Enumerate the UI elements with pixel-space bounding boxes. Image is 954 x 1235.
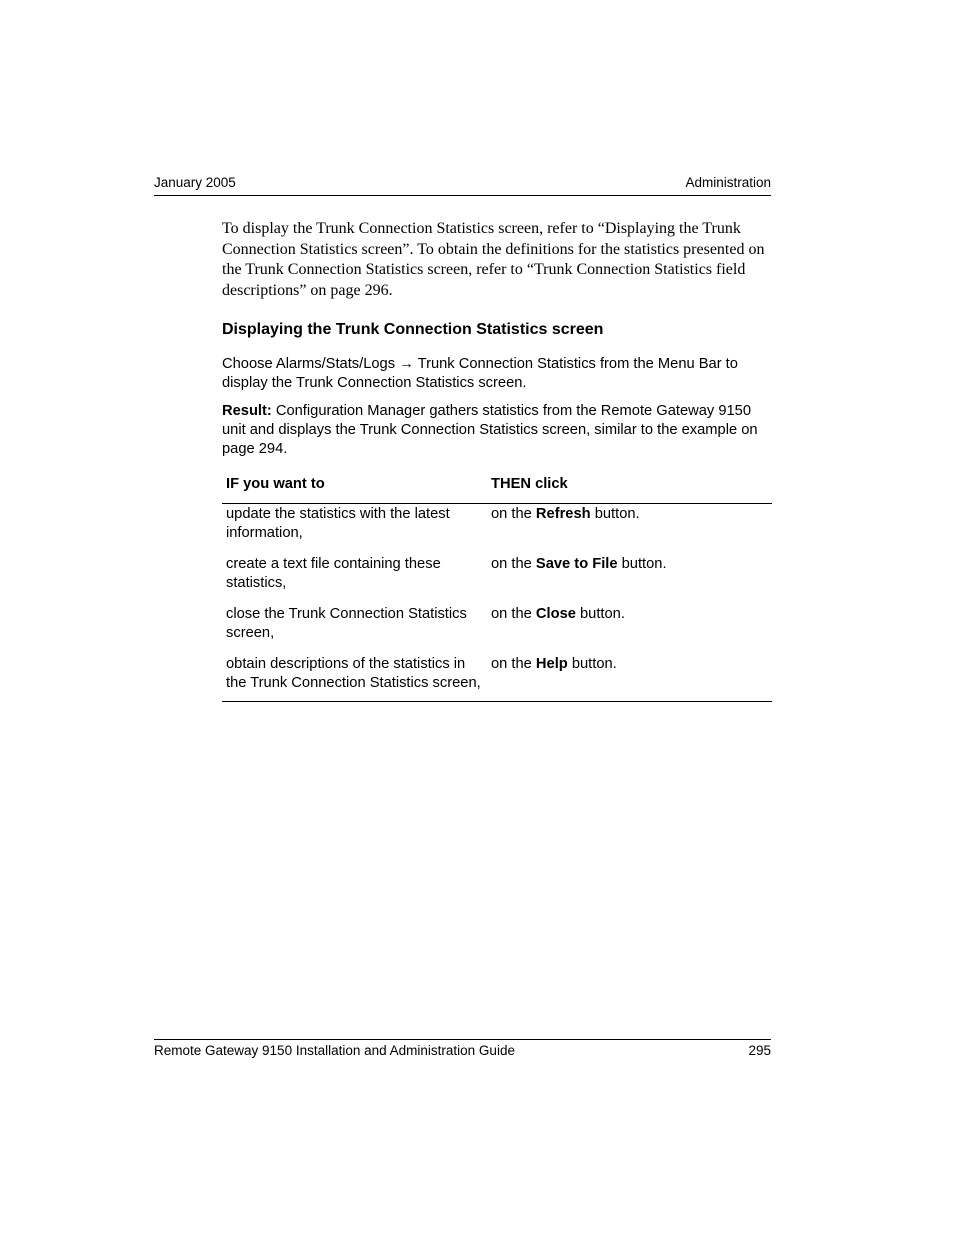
- table-row: [222, 553, 772, 603]
- steps-table: [222, 472, 772, 702]
- then-cell: on the Save to File button.: [491, 556, 667, 572]
- section-heading: Displaying the Trunk Connection Statistics screen: [222, 321, 604, 338]
- column-header-if: IF you want to: [222, 472, 487, 504]
- result-paragraph: [222, 402, 774, 459]
- then-cell: on the Help button.: [491, 656, 617, 672]
- header-date: January 2005: [154, 175, 236, 190]
- intro-paragraph: To display the Trunk Connection Statistics screen, refer to “Displaying the Trunk Connection Statistics screen”. To obtain the definitions for the statistics presented on the Trunk Connection Statistics screen, refer to “Trunk Connection Statistics field descriptions” on page 296.: [222, 220, 765, 299]
- table-row: [222, 504, 772, 554]
- result-text: Configuration Manager gathers statistics from the Remote Gateway 9150 unit and displays the Trunk Connection Statistics screen, similar to the example on page 294.: [222, 403, 758, 457]
- page-header: [154, 175, 771, 196]
- column-header-then: THEN click: [487, 472, 772, 504]
- choose-paragraph: Choose Alarms/Stats/Logs → Trunk Connection Statistics from the Menu Bar to display the Trunk Connection Statistics screen.: [222, 356, 738, 391]
- page-footer: [154, 1039, 771, 1058]
- if-cell: update the statistics with the latest information,: [226, 506, 450, 541]
- button-name: Save to File: [535, 556, 618, 572]
- then-cell: on the Close button.: [491, 606, 625, 622]
- page-number: 295: [748, 1043, 771, 1058]
- button-name: Close: [535, 606, 576, 622]
- table-row: [222, 653, 772, 702]
- table-header-row: [222, 472, 772, 504]
- header-section: Administration: [685, 175, 771, 190]
- result-label: Result:: [222, 403, 272, 419]
- then-cell: on the Refresh button.: [491, 506, 640, 522]
- button-name: Refresh: [535, 506, 591, 522]
- footer-title: Remote Gateway 9150 Installation and Administration Guide: [154, 1043, 515, 1058]
- table-row: [222, 603, 772, 653]
- if-cell: close the Trunk Connection Statistics screen,: [226, 606, 467, 641]
- if-cell: obtain descriptions of the statistics in the Trunk Connection Statistics screen,: [226, 656, 481, 691]
- button-name: Help: [535, 656, 568, 672]
- if-cell: create a text file containing these statistics,: [226, 556, 441, 591]
